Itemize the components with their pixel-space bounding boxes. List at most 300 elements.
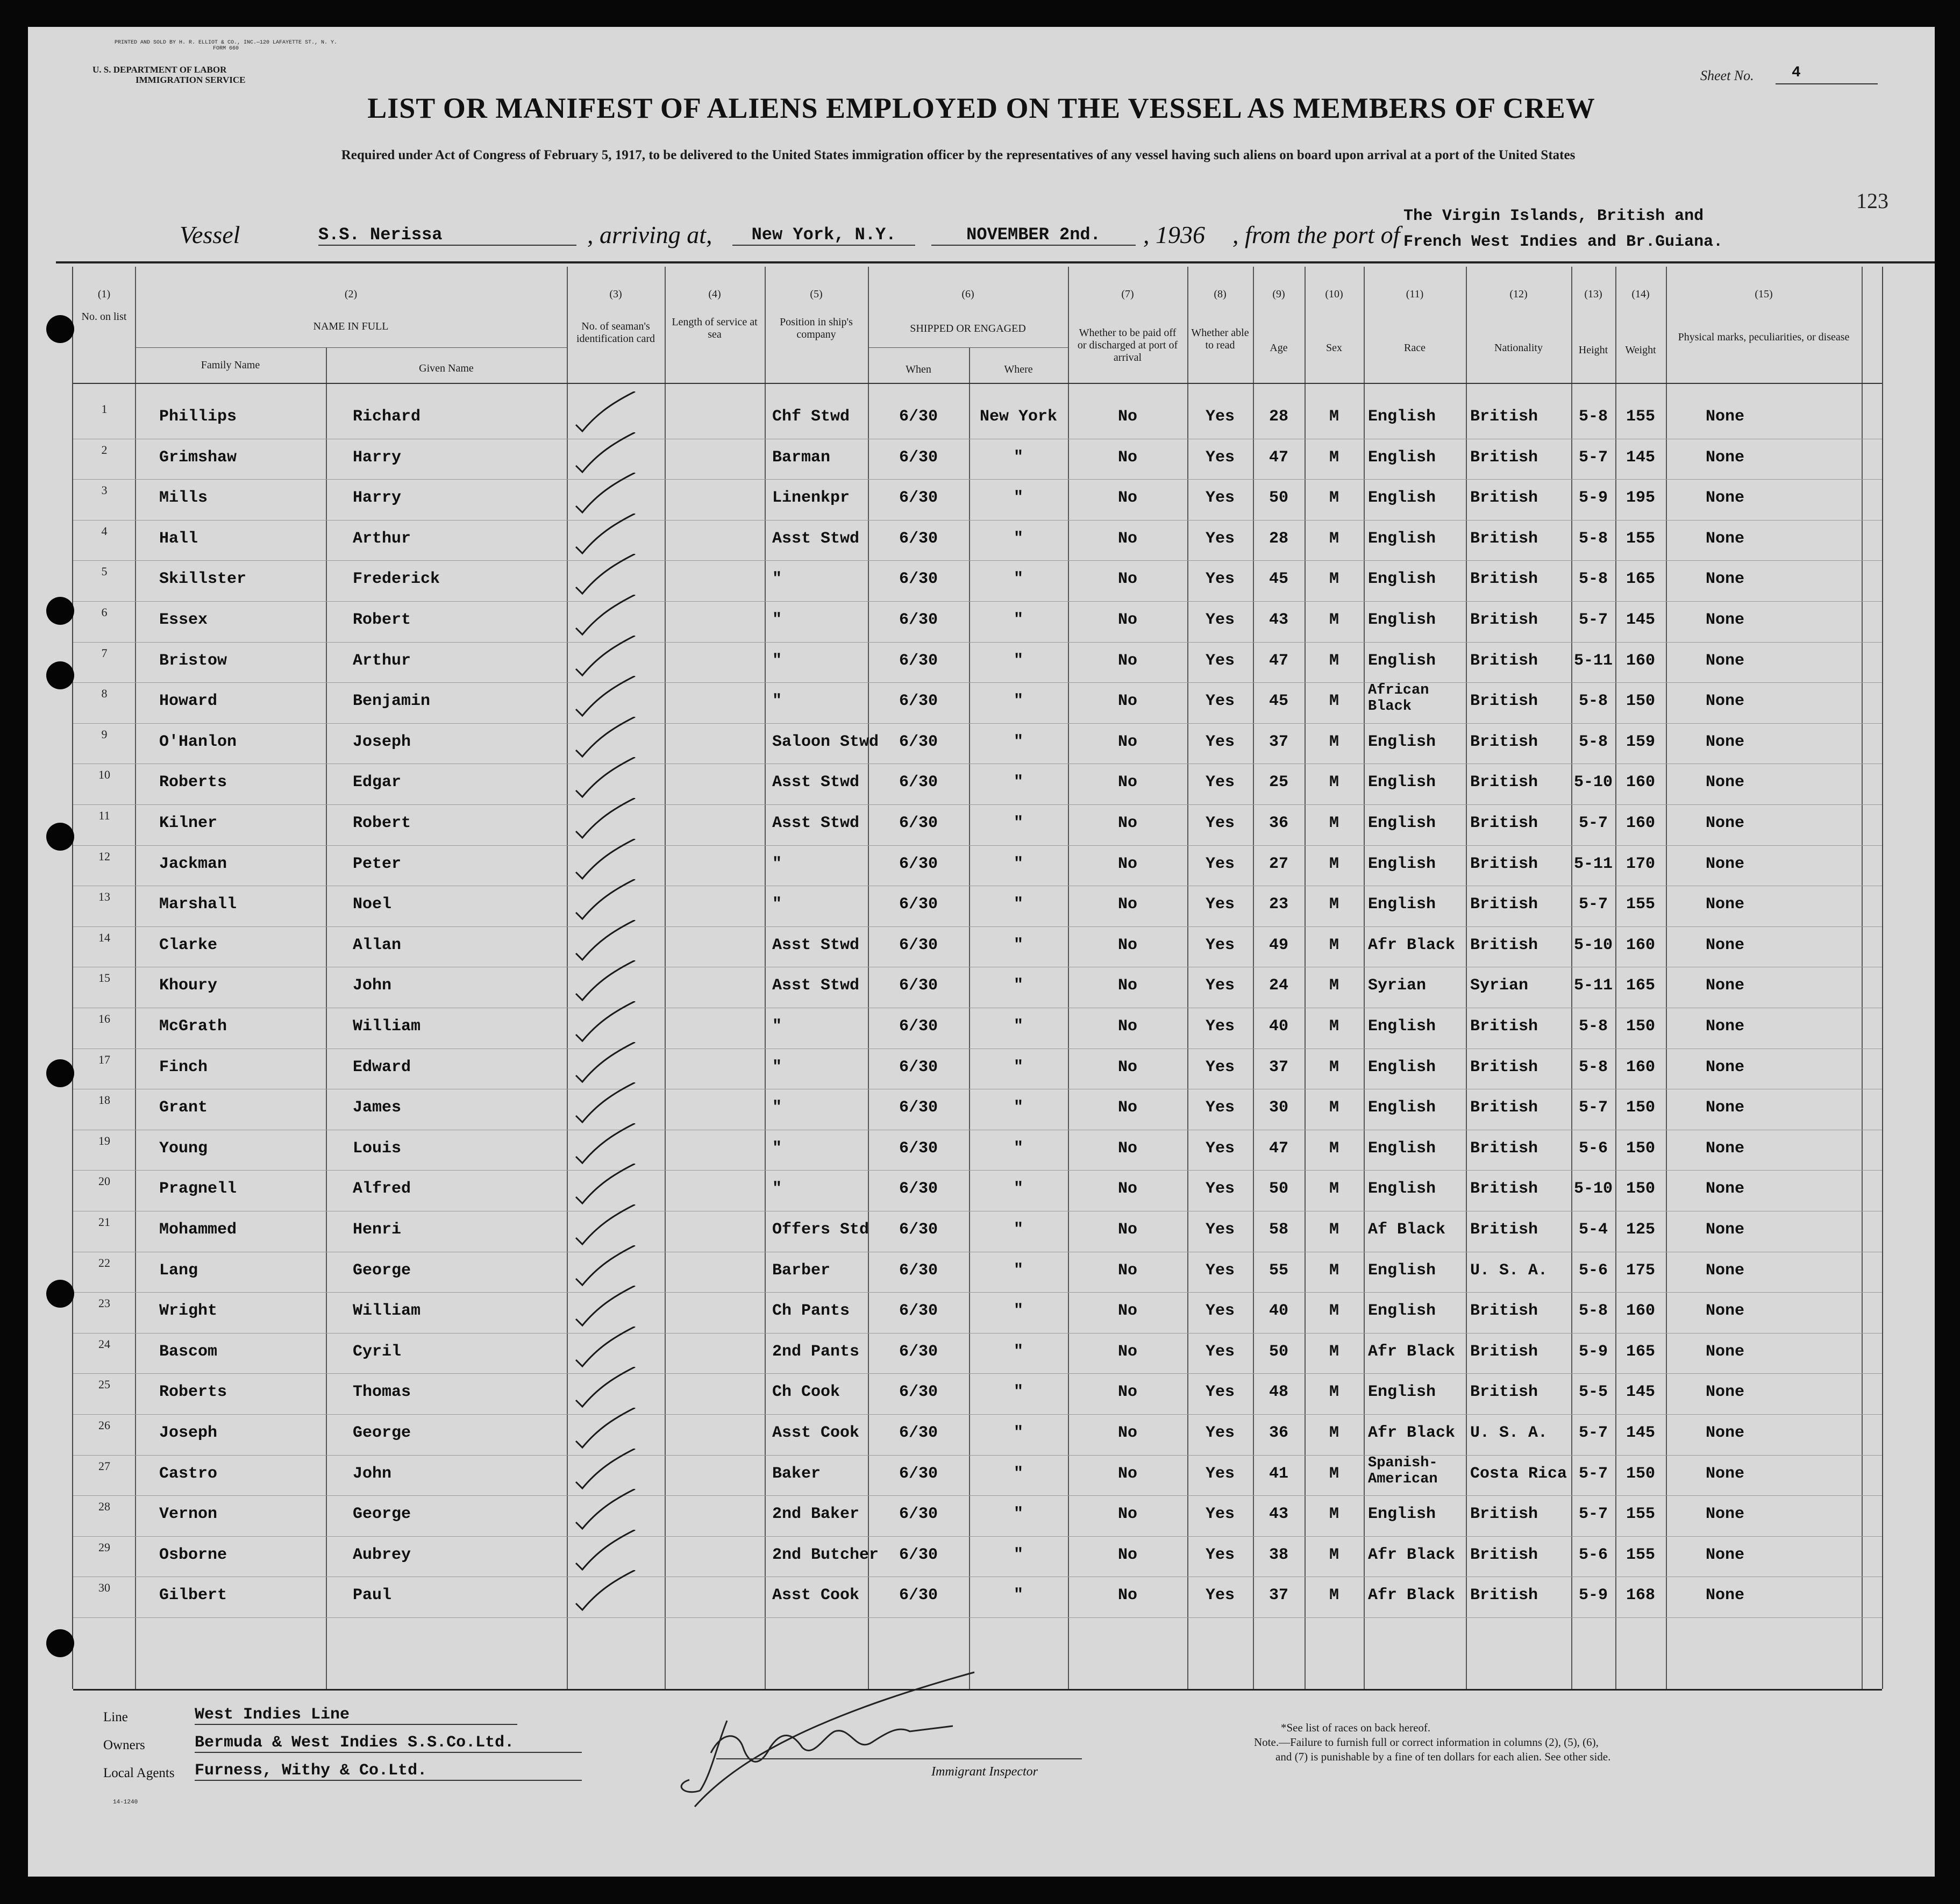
age: 23 — [1268, 895, 1288, 914]
given-name: Alfred — [353, 1180, 411, 1199]
row-number: 28 — [98, 1500, 110, 1514]
height: 5-7 — [1578, 1464, 1608, 1483]
position: " — [772, 1139, 782, 1158]
col-name-in-full: NAME IN FULL — [313, 320, 389, 332]
col-age: Age — [1270, 342, 1288, 354]
able-to-read: Yes — [1205, 936, 1235, 954]
check-mark-icon — [571, 1570, 646, 1613]
race: English — [1368, 854, 1436, 873]
position: " — [772, 692, 782, 711]
weight: 150 — [1626, 1180, 1655, 1199]
weight: 195 — [1626, 489, 1655, 508]
col-sex: Sex — [1326, 342, 1342, 354]
sex: M — [1329, 570, 1339, 589]
where-shipped: " — [1013, 1221, 1023, 1239]
able-to-read: Yes — [1205, 732, 1235, 751]
family-name: Young — [159, 1139, 208, 1158]
row-rule — [73, 1414, 1882, 1415]
height: 5-8 — [1578, 570, 1608, 589]
where-shipped: " — [1013, 732, 1023, 751]
row-rule — [73, 1170, 1882, 1171]
able-to-read: Yes — [1205, 1302, 1235, 1321]
weight: 159 — [1626, 732, 1655, 751]
nationality: British — [1470, 529, 1538, 548]
row-number: 5 — [101, 565, 108, 579]
paid-off: No — [1117, 854, 1137, 873]
given-name: Frederick — [353, 570, 440, 589]
marks: None — [1705, 976, 1744, 995]
family-name: Bascom — [159, 1342, 218, 1361]
weight: 155 — [1626, 408, 1655, 426]
paid-off: No — [1117, 1586, 1137, 1605]
paid-off: No — [1117, 1383, 1137, 1402]
col-shipped-engaged: SHIPPED OR ENGAGED — [910, 323, 1026, 334]
year-label: , 1936 — [1143, 221, 1205, 248]
table-row — [73, 1133, 1882, 1174]
sex: M — [1329, 651, 1339, 670]
given-name: Aubrey — [353, 1545, 411, 1564]
age: 47 — [1268, 1139, 1288, 1158]
sex: M — [1329, 814, 1339, 832]
row-number: 9 — [101, 727, 108, 741]
age: 27 — [1268, 854, 1288, 873]
marks: None — [1705, 732, 1744, 751]
height: 5-10 — [1573, 1180, 1613, 1199]
height: 5-4 — [1578, 1221, 1608, 1239]
weight: 160 — [1626, 814, 1655, 832]
nationality: British — [1470, 611, 1538, 629]
marks: None — [1705, 773, 1744, 792]
check-mark-icon — [571, 554, 646, 597]
row-number: 2 — [101, 443, 108, 457]
age: 45 — [1268, 570, 1288, 589]
weight: 160 — [1626, 936, 1655, 954]
when-shipped: 6/30 — [899, 1505, 938, 1524]
owners-label: Owners — [103, 1738, 145, 1752]
department-heading: U. S. DEPARTMENT OF LABOR IMMIGRATION SERVICE — [92, 65, 246, 85]
check-mark-icon — [571, 920, 646, 963]
row-number: 4 — [101, 524, 108, 538]
nationality: British — [1470, 1017, 1538, 1036]
table-row — [73, 1336, 1882, 1377]
paid-off: No — [1117, 814, 1137, 832]
sheet-no-label: Sheet No. — [1700, 68, 1754, 83]
check-mark-icon — [571, 798, 646, 841]
when-shipped: 6/30 — [899, 936, 938, 954]
weight: 155 — [1626, 1505, 1655, 1524]
row-rule — [73, 926, 1882, 927]
nationality: British — [1470, 1221, 1538, 1239]
col-position: Position in ship's company — [780, 316, 853, 340]
when-shipped: 6/30 — [899, 1586, 938, 1605]
row-number: 21 — [98, 1215, 110, 1229]
table-row — [73, 1499, 1882, 1539]
race: African Black — [1368, 682, 1429, 715]
sex: M — [1329, 732, 1339, 751]
age: 25 — [1268, 773, 1288, 792]
height: 5-8 — [1578, 1017, 1608, 1036]
where-shipped: " — [1013, 1586, 1023, 1605]
position: Asst Stwd — [772, 529, 860, 548]
paid-off: No — [1117, 408, 1137, 426]
able-to-read: Yes — [1205, 448, 1235, 467]
check-mark-icon — [571, 1001, 646, 1044]
family-name: Phillips — [159, 408, 237, 426]
sex: M — [1329, 1545, 1339, 1564]
when-shipped: 6/30 — [899, 448, 938, 467]
table-row — [73, 726, 1882, 767]
where-shipped: " — [1013, 1464, 1023, 1483]
arrival-port: New York, N.Y. — [732, 225, 915, 246]
paid-off: No — [1117, 895, 1137, 914]
sex: M — [1329, 448, 1339, 467]
nationality: British — [1470, 1099, 1538, 1117]
height: 5-9 — [1578, 1342, 1608, 1361]
paid-off: No — [1117, 1180, 1137, 1199]
where-shipped: " — [1013, 692, 1023, 711]
able-to-read: Yes — [1205, 1383, 1235, 1402]
table-row — [73, 401, 1882, 442]
immigrant-inspector-label: Immigrant Inspector — [931, 1765, 1038, 1779]
family-name: Hall — [159, 529, 198, 548]
marks: None — [1705, 448, 1744, 467]
family-name: Mohammed — [159, 1221, 237, 1239]
weight: 150 — [1626, 692, 1655, 711]
row-number: 30 — [98, 1581, 110, 1595]
marks: None — [1705, 692, 1744, 711]
check-mark-icon — [571, 879, 646, 922]
row-rule — [73, 1495, 1882, 1496]
sex: M — [1329, 1342, 1339, 1361]
nationality: British — [1470, 448, 1538, 467]
weight: 150 — [1626, 1099, 1655, 1117]
paid-off: No — [1117, 1545, 1137, 1564]
sex: M — [1329, 1261, 1339, 1280]
weight: 145 — [1626, 1383, 1655, 1402]
nationality: British — [1470, 814, 1538, 832]
family-name: Khoury — [159, 976, 218, 995]
table-row — [73, 889, 1882, 930]
when-shipped: 6/30 — [899, 651, 938, 670]
weight: 145 — [1626, 448, 1655, 467]
able-to-read: Yes — [1205, 773, 1235, 792]
race: English — [1368, 773, 1436, 792]
check-mark-icon — [571, 1123, 646, 1166]
paid-off: No — [1117, 732, 1137, 751]
height: 5-6 — [1578, 1261, 1608, 1280]
position: " — [772, 651, 782, 670]
row-number: 22 — [98, 1256, 110, 1270]
row-number: 13 — [98, 890, 110, 904]
check-mark-icon — [571, 636, 646, 679]
table-row — [73, 1454, 1882, 1499]
given-name: Edgar — [353, 773, 402, 792]
marks: None — [1705, 651, 1744, 670]
family-name: Essex — [159, 611, 208, 629]
height: 5-11 — [1573, 651, 1613, 670]
sex: M — [1329, 1180, 1339, 1199]
paid-off: No — [1117, 489, 1137, 508]
nationality: British — [1470, 1383, 1538, 1402]
age: 43 — [1268, 611, 1288, 629]
marks: None — [1705, 570, 1744, 589]
from-port-label: , from the port of — [1232, 221, 1400, 248]
col-no-on-list: No. on list — [81, 311, 127, 323]
position: Asst Stwd — [772, 773, 860, 792]
able-to-read: Yes — [1205, 814, 1235, 832]
sex: M — [1329, 1302, 1339, 1321]
race: Syrian — [1368, 976, 1427, 995]
col-physical-marks: Physical marks, peculiarities, or disease — [1678, 331, 1850, 343]
marks: None — [1705, 1464, 1744, 1483]
manifest-sheet — [28, 27, 1935, 1877]
row-rule — [73, 479, 1882, 480]
paid-off: No — [1117, 692, 1137, 711]
marks: None — [1705, 1302, 1744, 1321]
check-mark-icon — [571, 757, 646, 800]
table-row — [73, 564, 1882, 604]
age: 48 — [1268, 1383, 1288, 1402]
row-rule — [73, 1617, 1882, 1618]
where-shipped: New York — [979, 408, 1058, 426]
position: Linenkpr — [772, 489, 850, 508]
able-to-read: Yes — [1205, 651, 1235, 670]
paid-off: No — [1117, 1302, 1137, 1321]
sex: M — [1329, 489, 1339, 508]
where-shipped: " — [1013, 1261, 1023, 1280]
col-when: When — [906, 363, 931, 375]
col-where: Where — [1004, 363, 1033, 375]
table-row — [73, 970, 1882, 1011]
able-to-read: Yes — [1205, 854, 1235, 873]
height: 5-9 — [1578, 1586, 1608, 1605]
age: 50 — [1268, 1180, 1288, 1199]
row-number: 23 — [98, 1296, 110, 1310]
marks: None — [1705, 1383, 1744, 1402]
position: 2nd Baker — [772, 1505, 860, 1524]
age: 47 — [1268, 448, 1288, 467]
col-nationality: Nationality — [1494, 342, 1543, 354]
able-to-read: Yes — [1205, 570, 1235, 589]
punch-hole — [46, 661, 74, 689]
sheet-no-line — [1776, 83, 1878, 84]
nationality: British — [1470, 1302, 1538, 1321]
able-to-read: Yes — [1205, 1221, 1235, 1239]
able-to-read: Yes — [1205, 1464, 1235, 1483]
marks: None — [1705, 1017, 1744, 1036]
table-row — [73, 1011, 1882, 1052]
age: 28 — [1268, 529, 1288, 548]
paid-off: No — [1117, 1342, 1137, 1361]
when-shipped: 6/30 — [899, 570, 938, 589]
family-name: Grimshaw — [159, 448, 237, 467]
paid-off: No — [1117, 773, 1137, 792]
punch-hole — [46, 1629, 74, 1657]
sex: M — [1329, 1058, 1339, 1076]
position: 2nd Pants — [772, 1342, 860, 1361]
sex: M — [1329, 936, 1339, 954]
col-length-service: Length of service at sea — [672, 316, 758, 340]
when-shipped: 6/30 — [899, 611, 938, 629]
height: 5-6 — [1578, 1139, 1608, 1158]
paid-off: No — [1117, 936, 1137, 954]
age: 24 — [1268, 976, 1288, 995]
line-value: West Indies Line — [195, 1706, 517, 1725]
marks: None — [1705, 895, 1744, 914]
family-name: Marshall — [159, 895, 237, 914]
sex: M — [1329, 895, 1339, 914]
age: 43 — [1268, 1505, 1288, 1524]
check-mark-icon — [571, 839, 646, 882]
family-name: Bristow — [159, 651, 227, 670]
row-rule — [73, 845, 1882, 846]
nationality: British — [1470, 1058, 1538, 1076]
row-number: 1 — [101, 402, 108, 416]
marks: None — [1705, 1180, 1744, 1199]
race: Afr Black — [1368, 1424, 1456, 1442]
family-name: Vernon — [159, 1505, 218, 1524]
row-number: 24 — [98, 1337, 110, 1351]
when-shipped: 6/30 — [899, 1058, 938, 1076]
nationality: British — [1470, 1586, 1538, 1605]
weight: 160 — [1626, 1058, 1655, 1076]
race: English — [1368, 489, 1436, 508]
marks: None — [1705, 1505, 1744, 1524]
when-shipped: 6/30 — [899, 814, 938, 832]
height: 5-10 — [1573, 773, 1613, 792]
position: Asst Stwd — [772, 976, 860, 995]
table-row — [73, 1173, 1882, 1214]
weight: 160 — [1626, 773, 1655, 792]
sex: M — [1329, 976, 1339, 995]
height: 5-8 — [1578, 529, 1608, 548]
able-to-read: Yes — [1205, 1505, 1235, 1524]
where-shipped: " — [1013, 854, 1023, 873]
height: 5-8 — [1578, 1302, 1608, 1321]
nationality: British — [1470, 408, 1538, 426]
nationality: British — [1470, 1180, 1538, 1199]
marks: None — [1705, 936, 1744, 954]
check-mark-icon — [571, 1042, 646, 1085]
check-mark-icon — [571, 514, 646, 557]
marks: None — [1705, 1424, 1744, 1442]
table-row — [73, 1214, 1882, 1255]
weight: 165 — [1626, 570, 1655, 589]
row-rule — [73, 1536, 1882, 1537]
table-row — [73, 848, 1882, 889]
position: " — [772, 1058, 782, 1076]
family-name: Pragnell — [159, 1180, 237, 1199]
marks: None — [1705, 1545, 1744, 1564]
check-mark-icon — [571, 1367, 646, 1410]
family-name: Mills — [159, 489, 208, 508]
when-shipped: 6/30 — [899, 1383, 938, 1402]
race: English — [1368, 1058, 1436, 1076]
row-number: 8 — [101, 687, 108, 701]
family-name: Kilner — [159, 814, 218, 832]
table-row — [73, 930, 1882, 971]
line-label: Line — [103, 1710, 128, 1724]
footer — [28, 1694, 1935, 1877]
height: 5-8 — [1578, 408, 1608, 426]
family-name: Clarke — [159, 936, 218, 954]
nationality: U. S. A. — [1470, 1261, 1548, 1280]
given-name: William — [353, 1302, 421, 1321]
position: " — [772, 895, 782, 914]
family-name: McGrath — [159, 1017, 227, 1036]
check-mark-icon — [571, 1204, 646, 1247]
check-mark-icon — [571, 1164, 646, 1207]
col-family-name: Family Name — [201, 359, 260, 371]
table-row — [73, 1580, 1882, 1621]
local-agents-label: Local Agents — [103, 1766, 175, 1780]
age: 40 — [1268, 1017, 1288, 1036]
race: English — [1368, 732, 1436, 751]
row-number: 12 — [98, 849, 110, 863]
vessel-row — [28, 207, 1935, 263]
where-shipped: " — [1013, 1545, 1023, 1564]
paid-off: No — [1117, 1505, 1137, 1524]
height: 5-8 — [1578, 1058, 1608, 1076]
paid-off: No — [1117, 448, 1137, 467]
given-name: George — [353, 1505, 411, 1524]
table-row — [73, 1052, 1882, 1093]
race: Spanish- American — [1368, 1454, 1438, 1487]
able-to-read: Yes — [1205, 1139, 1235, 1158]
race: English — [1368, 1505, 1436, 1524]
nationality: British — [1470, 895, 1538, 914]
row-number: 29 — [98, 1540, 110, 1554]
table-row — [73, 1377, 1882, 1417]
where-shipped: " — [1013, 489, 1023, 508]
given-name: John — [353, 1464, 392, 1483]
sex: M — [1329, 854, 1339, 873]
signature-line — [716, 1758, 1082, 1759]
race: English — [1368, 1180, 1436, 1199]
row-number: 10 — [98, 768, 110, 782]
when-shipped: 6/30 — [899, 529, 938, 548]
race: English — [1368, 895, 1436, 914]
punch-hole — [46, 315, 74, 343]
row-number: 20 — [98, 1174, 110, 1188]
position: " — [772, 570, 782, 589]
weight: 168 — [1626, 1586, 1655, 1605]
when-shipped: 6/30 — [899, 1302, 938, 1321]
page-subtitle: Required under Act of Congress of February 5, 1917, to be delivered to the United States immigration officer by the representatives of any vessel having such aliens on board upon arrival at a port of the United States — [341, 148, 1576, 162]
col-height: Height — [1578, 344, 1608, 356]
marks: None — [1705, 408, 1744, 426]
able-to-read: Yes — [1205, 1058, 1235, 1076]
given-name: Henri — [353, 1221, 402, 1239]
given-name: Harry — [353, 489, 402, 508]
family-name: Grant — [159, 1099, 208, 1117]
paid-off: No — [1117, 1099, 1137, 1117]
weight: 170 — [1626, 854, 1655, 873]
col-able-to-read: Whether able to read — [1191, 327, 1249, 351]
able-to-read: Yes — [1205, 408, 1235, 426]
age: 37 — [1268, 1058, 1288, 1076]
position: " — [772, 854, 782, 873]
paid-off: No — [1117, 570, 1137, 589]
when-shipped: 6/30 — [899, 895, 938, 914]
height: 5-5 — [1578, 1383, 1608, 1402]
check-mark-icon — [571, 1530, 646, 1573]
family-name: Wright — [159, 1302, 218, 1321]
paid-off: No — [1117, 1464, 1137, 1483]
position: Baker — [772, 1464, 821, 1483]
race: Af Black — [1368, 1221, 1446, 1239]
when-shipped: 6/30 — [899, 1261, 938, 1280]
